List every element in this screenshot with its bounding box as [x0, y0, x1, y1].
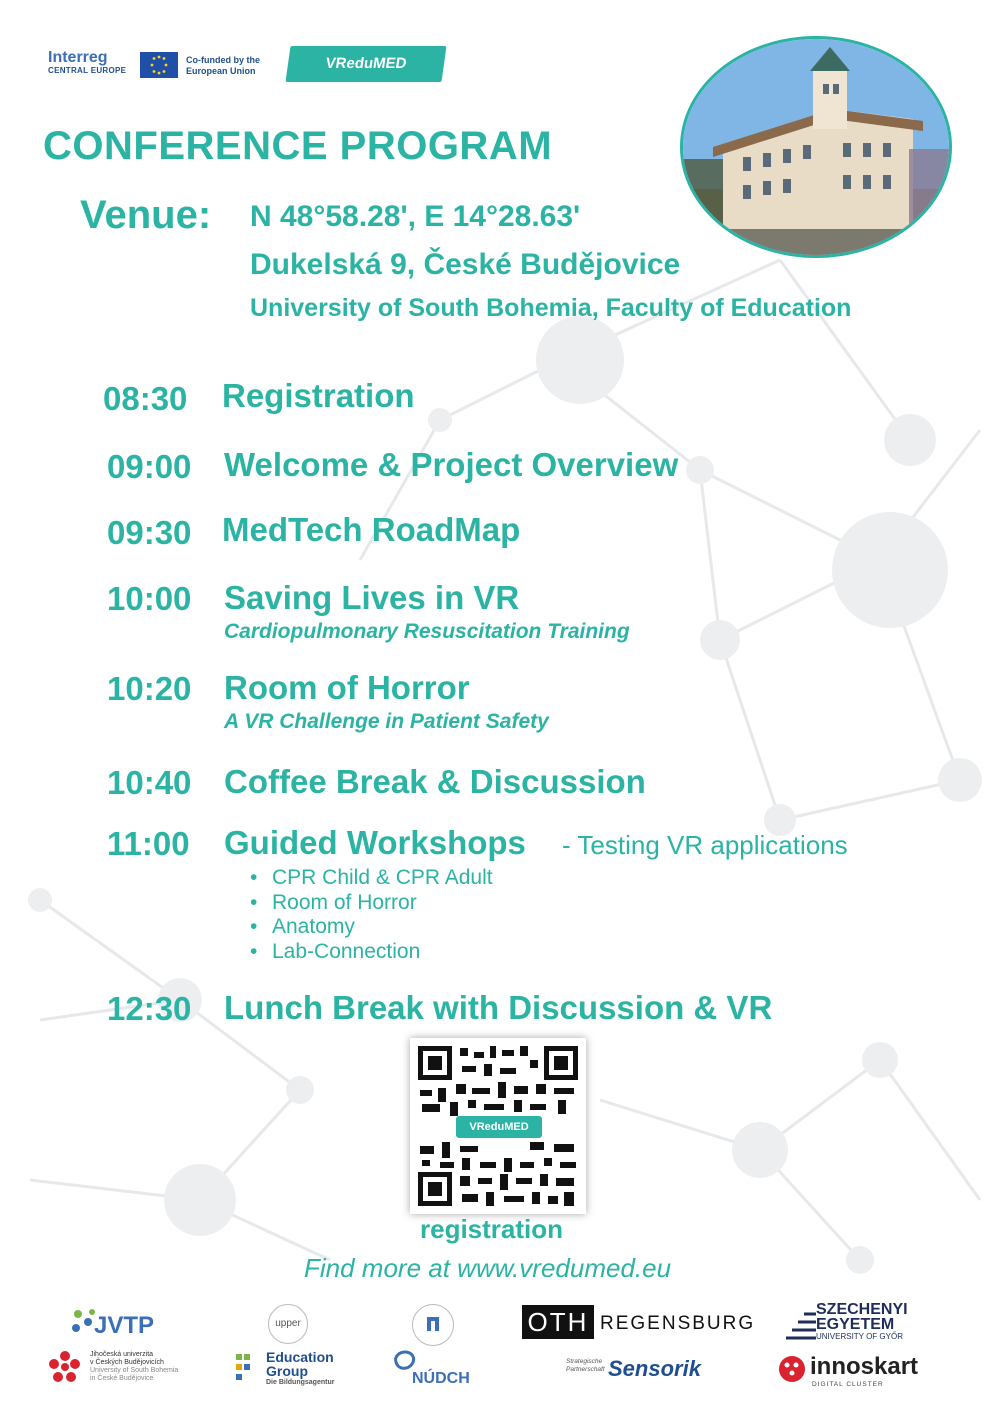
jcu-line4: in České Budějovice — [90, 1375, 154, 1382]
education-group-mark-icon — [234, 1350, 262, 1386]
education-group-logo — [234, 1348, 364, 1388]
qr-vredumed-badge: VReduMED — [456, 1116, 542, 1138]
program-time: 10:00 — [107, 580, 192, 617]
list-item: • CPR Child & CPR Adult — [250, 866, 493, 889]
program-time: 12:30 — [107, 990, 192, 1027]
szechenyi-mark-icon — [786, 1304, 816, 1340]
program-time: 10:20 — [107, 670, 192, 707]
oth-text: OTH — [522, 1305, 594, 1339]
program-title: Coffee Break & Discussion — [224, 763, 646, 800]
jvtp-text: JVTP — [94, 1312, 155, 1339]
program-title: Lunch Break with Discussion & VR — [224, 989, 773, 1026]
program-time: 08:30 — [103, 380, 188, 417]
find-more-link[interactable]: Find more at www.vredumed.eu — [304, 1253, 672, 1283]
eu-cofunded-text: Co-funded by the European Union — [186, 55, 260, 76]
sensorik-pre2: Partnerschaft — [566, 1366, 605, 1373]
jcu-line1: Jihočeská univerzita — [90, 1351, 154, 1358]
venue-address: Dukelská 9, České Budějovice — [250, 248, 681, 281]
szechenyi-line2: EGYETEM — [816, 1316, 895, 1333]
education-line1: Education — [266, 1349, 334, 1365]
list-item: • Anatomy — [250, 915, 355, 938]
venue-label: Venue: — [80, 193, 212, 237]
university-seal-icon — [412, 1304, 454, 1346]
program-title: Registration — [222, 377, 415, 414]
list-item: • Lab-Connection — [250, 939, 421, 963]
nudch-logo — [390, 1350, 480, 1390]
program-title: Room of Horror — [224, 669, 470, 706]
innoskart-logo — [778, 1352, 948, 1392]
jcu-line2: v Českých Budějovicích — [90, 1359, 164, 1366]
szechenyi-line3: UNIVERSITY OF GYŐR — [816, 1332, 903, 1341]
interreg-sub: CENTRAL EUROPE — [48, 66, 127, 75]
upper-logo — [268, 1304, 308, 1344]
jcu-logo — [48, 1348, 198, 1388]
program-time: 09:30 — [107, 514, 192, 551]
program-note: - Testing VR applications — [562, 830, 848, 860]
sensorik-logo — [566, 1356, 701, 1386]
vredumed-badge: VReduMED — [285, 46, 446, 82]
jcu-line3: University of South Bohemia — [90, 1367, 179, 1374]
innoskart-sub: DIGITAL CLUSTER — [812, 1381, 884, 1388]
venue-institution: University of South Bohemia, Faculty of Education — [250, 294, 852, 322]
program-time: 11:00 — [107, 825, 190, 862]
interreg-name: Interreg — [48, 49, 108, 66]
venue-photo — [680, 36, 952, 258]
program-title: Guided Workshops — [224, 824, 526, 861]
szechenyi-logo — [786, 1302, 946, 1344]
program-time: 09:00 — [107, 448, 192, 485]
sensorik-text: Sensorik — [608, 1356, 701, 1381]
upper-text: upper — [275, 1318, 301, 1329]
innoskart-mark-icon — [778, 1355, 806, 1383]
jcu-mark-icon — [48, 1350, 82, 1384]
program-subtitle: Cardiopulmonary Resuscitation Training — [224, 620, 630, 643]
jvtp-logo — [68, 1306, 168, 1342]
program-subtitle: A VR Challenge in Patient Safety — [224, 710, 549, 733]
szechenyi-line1: SZECHENYI — [816, 1301, 908, 1318]
education-line2: Group — [266, 1363, 308, 1379]
eu-flag-icon — [140, 52, 178, 78]
regensburg-text: REGENSBURG — [600, 1313, 756, 1334]
interreg-logo — [48, 50, 126, 76]
nudch-text: NÚDCH — [412, 1370, 470, 1387]
innoskart-text: innoskart — [810, 1353, 919, 1380]
program-title: Saving Lives in VR — [224, 579, 520, 616]
list-item: • Room of Horror — [250, 890, 417, 914]
registration-caption: registration — [420, 1214, 564, 1244]
program-time: 10:40 — [107, 764, 192, 801]
venue-coordinates: N 48°58.28', E 14°28.63' — [250, 200, 581, 233]
program-title: Welcome & Project Overview — [224, 446, 679, 483]
page-title: CONFERENCE PROGRAM — [43, 124, 553, 168]
workshop-list — [250, 866, 493, 964]
oth-regensburg-logo — [522, 1305, 756, 1341]
education-line3: Die Bildungsagentur — [266, 1379, 335, 1386]
sensorik-pre1: Strategische — [566, 1358, 603, 1365]
program-title: MedTech RoadMap — [222, 511, 521, 548]
